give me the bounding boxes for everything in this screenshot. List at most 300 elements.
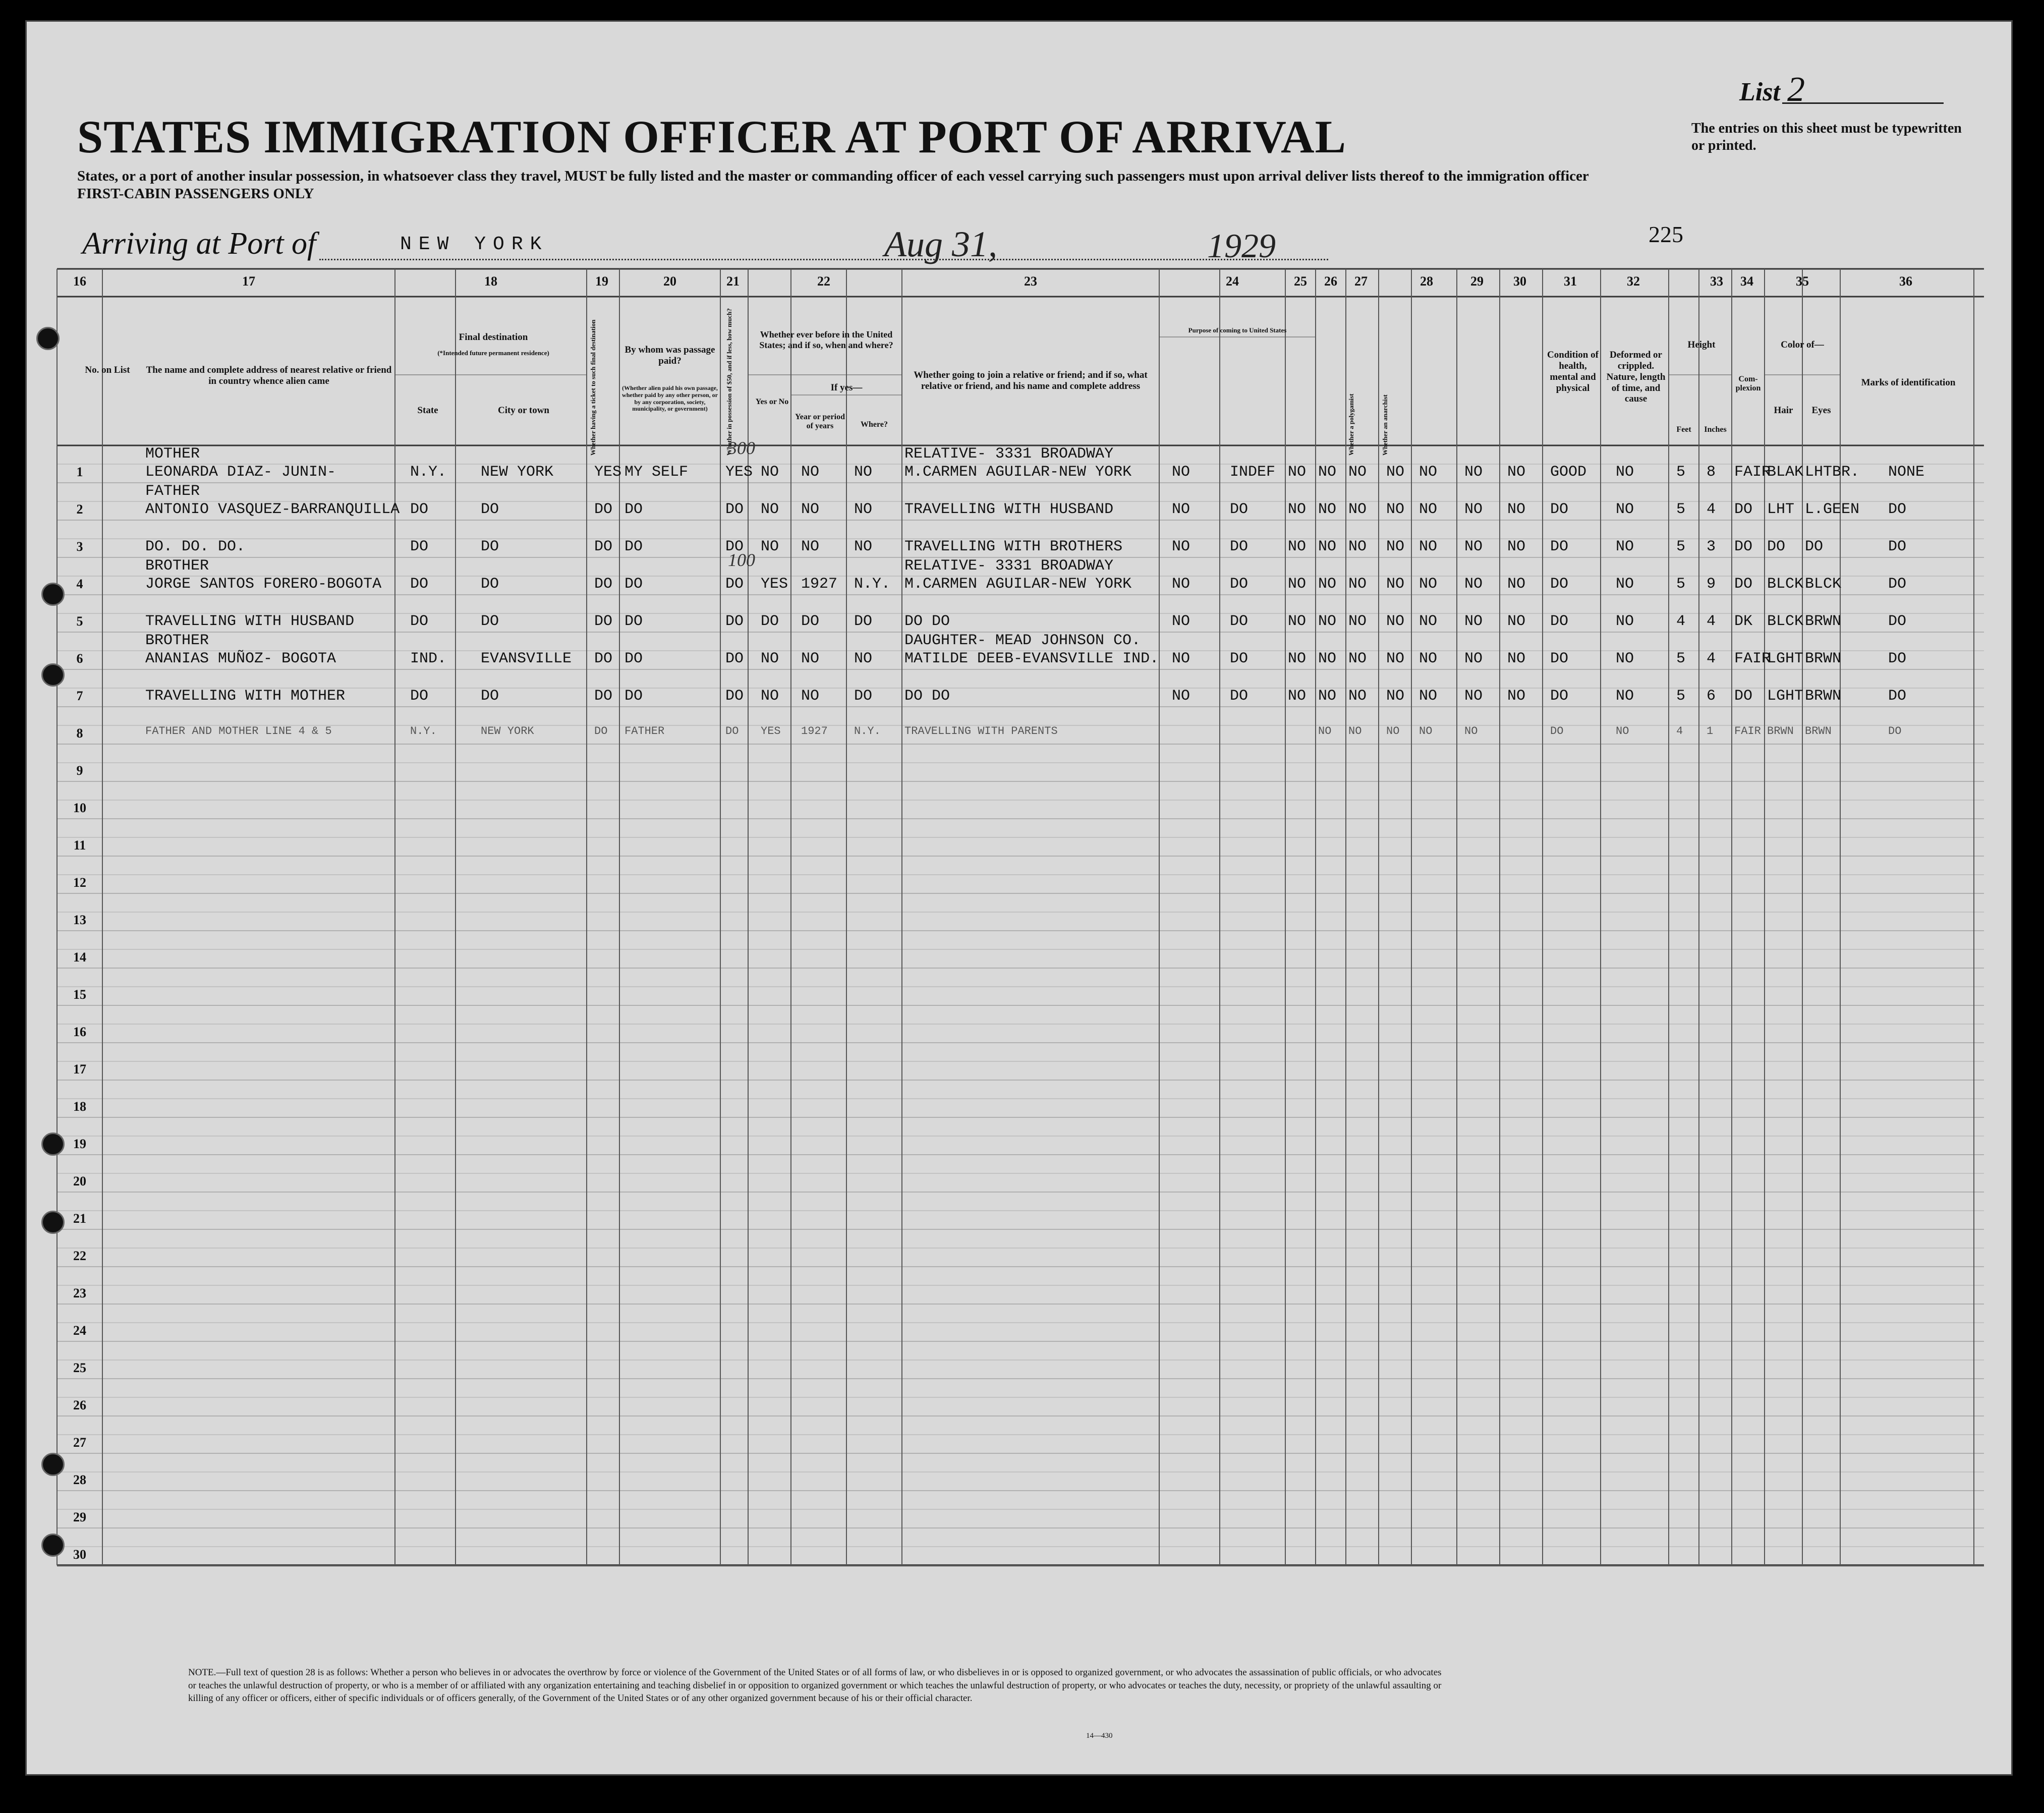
cell-deformed: NO bbox=[1616, 650, 1634, 667]
cell-p3: NO bbox=[1288, 650, 1307, 667]
header-condition: Condition of health, mental and physical bbox=[1547, 350, 1599, 393]
cell-before: NO bbox=[761, 538, 779, 555]
cell-health: DO bbox=[1550, 613, 1569, 630]
row-number: 20 bbox=[73, 1174, 86, 1188]
cell-c28: NO bbox=[1419, 501, 1438, 518]
cell-p3: NO bbox=[1288, 688, 1307, 705]
header-marks: Marks of identification bbox=[1861, 377, 1956, 388]
row-number: 17 bbox=[73, 1062, 86, 1077]
header-nearest-relative: The name and complete address of nearest relative or friend in country whence alien came bbox=[146, 365, 392, 386]
cell-c30: NO bbox=[1507, 576, 1526, 593]
cell-c27: NO bbox=[1386, 464, 1405, 481]
cell-complexion: DO bbox=[1734, 688, 1753, 705]
cell-hair: BRWN bbox=[1767, 725, 1794, 738]
cell-eyes: BLCK bbox=[1805, 576, 1842, 593]
cell-state: IND. bbox=[410, 650, 447, 667]
cell-health: GOOD bbox=[1550, 464, 1587, 481]
cell-complexion: DO bbox=[1734, 576, 1753, 593]
cell-where: NO bbox=[854, 501, 873, 518]
column-number: 34 bbox=[1740, 274, 1753, 289]
row-number: 28 bbox=[73, 1472, 86, 1487]
cell-before: NO bbox=[761, 650, 779, 667]
binder-hole bbox=[41, 1534, 65, 1557]
column-number: 25 bbox=[1294, 274, 1307, 289]
cell-p1: NO bbox=[1172, 576, 1190, 593]
cell-feet: 4 bbox=[1676, 725, 1683, 738]
cell-p1: NO bbox=[1172, 501, 1190, 518]
cell-p3: NO bbox=[1288, 501, 1307, 518]
joining-name: TRAVELLING WITH PARENTS bbox=[904, 725, 1058, 738]
column-number: 20 bbox=[663, 274, 676, 289]
cell-c29: NO bbox=[1464, 650, 1483, 667]
row-number: 7 bbox=[76, 689, 83, 703]
binder-hole bbox=[41, 1132, 65, 1156]
cell-p2: DO bbox=[1230, 501, 1248, 518]
row-number: 6 bbox=[76, 651, 83, 666]
column-number: 35 bbox=[1796, 274, 1809, 289]
cell-where: N.Y. bbox=[854, 576, 891, 593]
row-number: 4 bbox=[76, 577, 83, 591]
page-number: 225 bbox=[1649, 221, 1683, 247]
cell-c25: NO bbox=[1318, 576, 1337, 593]
cell-where: DO bbox=[854, 688, 873, 705]
column-number: 29 bbox=[1470, 274, 1484, 289]
cell-state: DO bbox=[410, 613, 429, 630]
row-number: 2 bbox=[76, 502, 83, 517]
joining-address: RELATIVE- 3331 BROADWAY bbox=[904, 557, 1114, 575]
cell-c29: NO bbox=[1464, 613, 1483, 630]
cell-before: DO bbox=[761, 613, 779, 630]
column-number: 31 bbox=[1564, 274, 1577, 289]
cell-deformed: NO bbox=[1616, 725, 1629, 738]
row-number: 29 bbox=[73, 1510, 86, 1524]
cell-hair: BLCK bbox=[1767, 576, 1804, 593]
cell-complexion: FAIR bbox=[1734, 464, 1771, 481]
header-inches: Inches bbox=[1704, 425, 1727, 434]
cell-marks: DO bbox=[1888, 650, 1907, 667]
entry-instruction: The entries on this sheet must be typewritten or printed. bbox=[1691, 121, 1962, 153]
cell-c28: NO bbox=[1419, 725, 1433, 738]
cell-city: DO bbox=[481, 613, 499, 630]
cell-inches: 1 bbox=[1707, 725, 1714, 738]
header-hair: Hair bbox=[1774, 405, 1793, 416]
cell-complexion: FAIR bbox=[1734, 725, 1761, 738]
binder-hole bbox=[41, 1453, 65, 1476]
cell-paid: MY SELF bbox=[624, 464, 689, 481]
cell-before: NO bbox=[761, 464, 779, 481]
binder-hole bbox=[41, 1211, 65, 1234]
cell-c26: NO bbox=[1348, 538, 1367, 555]
cell-health: DO bbox=[1550, 688, 1569, 705]
cell-year: 1927 bbox=[801, 725, 828, 738]
cell-paid: FATHER bbox=[624, 725, 665, 738]
cell-c27: NO bbox=[1386, 725, 1400, 738]
cell-deformed: NO bbox=[1616, 464, 1634, 481]
header-complexion: Com- plexion bbox=[1735, 375, 1761, 393]
cell-year: NO bbox=[801, 501, 820, 518]
column-number: 21 bbox=[726, 274, 740, 289]
cell-year: 1927 bbox=[801, 576, 838, 593]
cell-year: NO bbox=[801, 688, 820, 705]
cell-money: YES bbox=[725, 464, 753, 481]
cell-before: YES bbox=[761, 576, 788, 593]
cell-eyes: LHTBR. bbox=[1805, 464, 1860, 481]
cell-city: EVANSVILLE bbox=[481, 650, 572, 667]
column-number: 17 bbox=[242, 274, 255, 289]
cell-c29: NO bbox=[1464, 725, 1478, 738]
column-number: 28 bbox=[1420, 274, 1433, 289]
cell-money: DO bbox=[725, 613, 744, 630]
header-height: Height bbox=[1687, 339, 1716, 350]
cell-inches: 9 bbox=[1707, 576, 1716, 593]
cell-complexion: DO bbox=[1734, 538, 1753, 555]
column-number: 24 bbox=[1226, 274, 1239, 289]
cell-inches: 8 bbox=[1707, 464, 1716, 481]
cell-marks: DO bbox=[1888, 725, 1902, 738]
column-number: 26 bbox=[1324, 274, 1337, 289]
cell-state: N.Y. bbox=[410, 464, 447, 481]
header-state: State bbox=[417, 405, 438, 416]
cell-feet: 5 bbox=[1676, 538, 1686, 555]
relative-name: TRAVELLING WITH HUSBAND bbox=[145, 613, 355, 630]
cell-inches: 4 bbox=[1707, 613, 1716, 630]
cell-c26: NO bbox=[1348, 576, 1367, 593]
cell-c27: NO bbox=[1386, 688, 1405, 705]
cell-c25: NO bbox=[1318, 613, 1337, 630]
header-paid-by-note: (Whether alien paid his own passage, whether paid by any other person, or by any corporation, society, municipality, or government) bbox=[622, 384, 718, 413]
cell-p3: NO bbox=[1288, 613, 1307, 630]
cell-feet: 4 bbox=[1676, 613, 1686, 630]
cell-feet: 5 bbox=[1676, 501, 1686, 518]
cell-paid: DO bbox=[624, 688, 643, 705]
row-number: 16 bbox=[73, 1025, 86, 1039]
binder-hole bbox=[41, 663, 65, 687]
cell-ticket: DO bbox=[594, 650, 613, 667]
cell-marks: DO bbox=[1888, 613, 1907, 630]
cell-c25: NO bbox=[1318, 725, 1332, 738]
relative-name: ANTONIO VASQUEZ-BARRANQUILLA bbox=[145, 501, 400, 518]
row-number: 18 bbox=[73, 1099, 86, 1114]
cell-city: DO bbox=[481, 576, 499, 593]
cell-hair: LGHT bbox=[1767, 650, 1804, 667]
header-joining: Whether going to join a relative or friend; and if so, what relative or friend, and his name and complete address bbox=[914, 370, 1148, 391]
cell-c28: NO bbox=[1419, 613, 1438, 630]
row-number: 22 bbox=[73, 1249, 86, 1263]
cell-c30: NO bbox=[1507, 613, 1526, 630]
cell-p2: DO bbox=[1230, 688, 1248, 705]
cell-c25: NO bbox=[1318, 501, 1337, 518]
cell-p2: DO bbox=[1230, 650, 1248, 667]
cell-eyes: BRWN bbox=[1805, 650, 1842, 667]
header-final-destination: Final destination bbox=[459, 332, 528, 343]
cell-c30: NO bbox=[1507, 501, 1526, 518]
cell-where: NO bbox=[854, 464, 873, 481]
header-deformed: Deformed or crippled. Nature, length of time, and cause bbox=[1606, 350, 1666, 405]
cell-p1: NO bbox=[1172, 688, 1190, 705]
cell-complexion: DO bbox=[1734, 501, 1753, 518]
header-yes-no: Yes or No bbox=[755, 398, 789, 406]
cell-year: NO bbox=[801, 650, 820, 667]
row-number: 13 bbox=[73, 913, 86, 927]
binder-hole bbox=[41, 583, 65, 606]
cell-hair: BLAK bbox=[1767, 464, 1804, 481]
cell-year: DO bbox=[801, 613, 820, 630]
cell-c28: NO bbox=[1419, 650, 1438, 667]
cell-year: NO bbox=[801, 464, 820, 481]
cell-c30: NO bbox=[1507, 688, 1526, 705]
column-number: 16 bbox=[73, 274, 86, 289]
column-number: 32 bbox=[1627, 274, 1640, 289]
cell-where: DO bbox=[854, 613, 873, 630]
cell-where: N.Y. bbox=[854, 725, 881, 738]
cell-health: DO bbox=[1550, 725, 1564, 738]
header-polygamist: Whether a polygamist bbox=[1347, 393, 1355, 456]
cell-city: NEW YORK bbox=[481, 464, 554, 481]
header-final-destination-note: (*Intended future permanent residence) bbox=[437, 349, 549, 357]
arrival-year: 1929 bbox=[1207, 226, 1276, 265]
cell-p3: NO bbox=[1288, 576, 1307, 593]
cell-ticket: DO bbox=[594, 576, 613, 593]
relative-relationship: FATHER bbox=[145, 483, 200, 500]
relative-name: LEONARDA DIAZ- JUNIN- bbox=[145, 464, 336, 481]
cell-before: NO bbox=[761, 501, 779, 518]
cell-money: DO bbox=[725, 688, 744, 705]
cell-paid: DO bbox=[624, 538, 643, 555]
column-number: 22 bbox=[817, 274, 830, 289]
header-year-period: Year or period of years bbox=[795, 413, 845, 431]
row-number: 21 bbox=[73, 1211, 86, 1226]
cell-c28: NO bbox=[1419, 538, 1438, 555]
list-label: List bbox=[1739, 78, 1780, 106]
money-handwritten: 300 bbox=[728, 438, 755, 458]
row-number: 30 bbox=[73, 1547, 86, 1562]
relative-relationship: BROTHER bbox=[145, 557, 209, 575]
cell-city: DO bbox=[481, 501, 499, 518]
cell-deformed: NO bbox=[1616, 538, 1634, 555]
cell-eyes: BRWN bbox=[1805, 688, 1842, 705]
column-number: 23 bbox=[1024, 274, 1037, 289]
header-if-yes: If yes— bbox=[830, 382, 863, 393]
row-number: 5 bbox=[76, 614, 83, 629]
cell-inches: 4 bbox=[1707, 650, 1716, 667]
cell-c27: NO bbox=[1386, 613, 1405, 630]
cell-p3: NO bbox=[1288, 538, 1307, 555]
cell-c25: NO bbox=[1318, 650, 1337, 667]
row-number: 11 bbox=[73, 838, 86, 853]
header-eyes: Eyes bbox=[1811, 405, 1831, 416]
header-before-us: Whether ever before in the United States; and if so, when and where? bbox=[759, 329, 893, 350]
cell-paid: DO bbox=[624, 613, 643, 630]
row-number: 25 bbox=[73, 1361, 86, 1375]
cell-c29: NO bbox=[1464, 538, 1483, 555]
cell-before: YES bbox=[761, 725, 781, 738]
relative-name: DO. DO. DO. bbox=[145, 538, 246, 555]
row-number: 27 bbox=[73, 1435, 86, 1450]
cell-c26: NO bbox=[1348, 464, 1367, 481]
form-code: 14—430 bbox=[1086, 1732, 1113, 1740]
relative-name: ANANIAS MUÑOZ- BOGOTA bbox=[145, 650, 336, 667]
binder-hole bbox=[36, 327, 60, 350]
cell-ticket: DO bbox=[594, 688, 613, 705]
column-number: 30 bbox=[1513, 274, 1526, 289]
cell-city: NEW YORK bbox=[481, 725, 534, 738]
cell-inches: 4 bbox=[1707, 501, 1716, 518]
cell-c26: NO bbox=[1348, 650, 1367, 667]
relative-relationship: MOTHER bbox=[145, 445, 200, 463]
row-number: 12 bbox=[73, 875, 86, 890]
header-city: City or town bbox=[497, 405, 550, 416]
cell-c26: NO bbox=[1348, 725, 1362, 738]
cell-c28: NO bbox=[1419, 576, 1438, 593]
cell-ticket: YES bbox=[594, 464, 622, 481]
column-number: 36 bbox=[1899, 274, 1912, 289]
cell-feet: 5 bbox=[1676, 688, 1686, 705]
port-name: NEW YORK bbox=[400, 234, 549, 255]
cell-money: DO bbox=[725, 538, 744, 555]
header-money: Whether in possession of $50, and if less, how much? bbox=[725, 308, 733, 456]
cell-p1: NO bbox=[1172, 613, 1190, 630]
header-no-on-list: No. on List bbox=[85, 365, 130, 375]
cell-deformed: NO bbox=[1616, 501, 1634, 518]
row-number: 23 bbox=[73, 1286, 86, 1300]
cell-ticket: DO bbox=[594, 725, 608, 738]
cell-city: DO bbox=[481, 538, 499, 555]
arrival-date: Aug 31, bbox=[884, 224, 997, 264]
cell-c26: NO bbox=[1348, 688, 1367, 705]
header-color-of: Color of— bbox=[1781, 339, 1824, 350]
relative-name: JORGE SANTOS FORERO-BOGOTA bbox=[145, 576, 382, 593]
cell-hair: LGHT bbox=[1767, 688, 1804, 705]
cell-state: DO bbox=[410, 576, 429, 593]
cell-marks: DO bbox=[1888, 538, 1907, 555]
arriving-label: Arriving at Port of bbox=[82, 226, 316, 261]
list-number: 2 bbox=[1787, 70, 1805, 109]
cell-c25: NO bbox=[1318, 538, 1337, 555]
header-feet: Feet bbox=[1676, 425, 1691, 434]
cell-complexion: FAIR bbox=[1734, 650, 1771, 667]
header-paid-by: By whom was passage paid? bbox=[624, 345, 715, 366]
cell-ticket: DO bbox=[594, 613, 613, 630]
cell-c30: NO bbox=[1507, 464, 1526, 481]
cell-year: NO bbox=[801, 538, 820, 555]
cell-health: DO bbox=[1550, 538, 1569, 555]
cell-eyes: BRWN bbox=[1805, 725, 1832, 738]
joining-name: MATILDE DEEB-EVANSVILLE IND. bbox=[904, 650, 1159, 667]
cell-c27: NO bbox=[1386, 538, 1405, 555]
cell-c28: NO bbox=[1419, 688, 1438, 705]
joining-name: TRAVELLING WITH BROTHERS bbox=[904, 538, 1123, 555]
cell-c30: NO bbox=[1507, 538, 1526, 555]
cell-ticket: DO bbox=[594, 538, 613, 555]
relative-relationship: BROTHER bbox=[145, 632, 209, 649]
cell-money: DO bbox=[725, 650, 744, 667]
cell-hair: BLCK bbox=[1767, 613, 1804, 630]
header-ticket: Whether having a ticket to such final destination bbox=[589, 319, 597, 456]
cell-c26: NO bbox=[1348, 613, 1367, 630]
cell-deformed: NO bbox=[1616, 613, 1634, 630]
page-title: STATES IMMIGRATION OFFICER AT PORT OF ARRIVAL bbox=[77, 111, 1346, 162]
relative-name: TRAVELLING WITH MOTHER bbox=[145, 688, 346, 705]
joining-address: DAUGHTER- MEAD JOHNSON CO. bbox=[904, 632, 1141, 649]
relative-name: FATHER AND MOTHER LINE 4 & 5 bbox=[145, 725, 332, 738]
cell-c27: NO bbox=[1386, 576, 1405, 593]
cell-feet: 5 bbox=[1676, 576, 1686, 593]
cell-paid: DO bbox=[624, 650, 643, 667]
money-handwritten: 100 bbox=[728, 550, 755, 570]
cell-p2: DO bbox=[1230, 613, 1248, 630]
cell-c30: NO bbox=[1507, 650, 1526, 667]
row-number: 15 bbox=[73, 987, 86, 1002]
row-number: 26 bbox=[73, 1398, 86, 1412]
cell-c28: NO bbox=[1419, 464, 1438, 481]
cell-p1: NO bbox=[1172, 538, 1190, 555]
cell-deformed: NO bbox=[1616, 576, 1634, 593]
cell-money: DO bbox=[725, 576, 744, 593]
joining-name: DO DO bbox=[904, 613, 950, 630]
cell-state: N.Y. bbox=[410, 725, 437, 738]
cell-p3: NO bbox=[1288, 464, 1307, 481]
row-number: 1 bbox=[76, 465, 83, 479]
cell-state: DO bbox=[410, 688, 429, 705]
cell-money: DO bbox=[725, 501, 744, 518]
cell-c29: NO bbox=[1464, 501, 1483, 518]
row-number: 10 bbox=[73, 801, 86, 815]
cell-where: NO bbox=[854, 650, 873, 667]
joining-name: M.CARMEN AGUILAR-NEW YORK bbox=[904, 464, 1132, 481]
joining-name: M.CARMEN AGUILAR-NEW YORK bbox=[904, 576, 1132, 593]
header-where: Where? bbox=[861, 420, 888, 429]
cell-c29: NO bbox=[1464, 464, 1483, 481]
cell-paid: DO bbox=[624, 576, 643, 593]
row-number: 19 bbox=[73, 1137, 86, 1151]
row-number: 8 bbox=[76, 726, 83, 741]
row-number: 9 bbox=[76, 763, 83, 778]
cell-p2: INDEF bbox=[1230, 464, 1276, 481]
cell-eyes: BRWN bbox=[1805, 613, 1842, 630]
cell-hair: DO bbox=[1767, 538, 1786, 555]
row-number: 24 bbox=[73, 1323, 86, 1338]
cell-c25: NO bbox=[1318, 688, 1337, 705]
cell-inches: 3 bbox=[1707, 538, 1716, 555]
row-number: 3 bbox=[76, 539, 83, 554]
cell-p2: DO bbox=[1230, 576, 1248, 593]
column-number: 19 bbox=[595, 274, 608, 289]
cell-money: DO bbox=[725, 725, 739, 738]
cell-marks: DO bbox=[1888, 688, 1907, 705]
row-number: 14 bbox=[73, 950, 86, 965]
cell-health: DO bbox=[1550, 576, 1569, 593]
cell-where: NO bbox=[854, 538, 873, 555]
cell-c29: NO bbox=[1464, 576, 1483, 593]
cell-deformed: NO bbox=[1616, 688, 1634, 705]
cell-c27: NO bbox=[1386, 650, 1405, 667]
cell-feet: 5 bbox=[1676, 650, 1686, 667]
column-number: 33 bbox=[1710, 274, 1723, 289]
subtitle-instructions: States, or a port of another insular possession, in whatsoever class they travel, MUST be fully listed and the master or commanding officer of each vessel carrying such passengers must upon arrival deliver lists thereof to the immigration officer bbox=[77, 168, 1589, 184]
cell-p1: NO bbox=[1172, 650, 1190, 667]
cell-marks: NONE bbox=[1888, 464, 1925, 481]
cell-paid: DO bbox=[624, 501, 643, 518]
cell-health: DO bbox=[1550, 650, 1569, 667]
cell-ticket: DO bbox=[594, 501, 613, 518]
cell-eyes: L.GEEN bbox=[1805, 501, 1860, 518]
cell-c26: NO bbox=[1348, 501, 1367, 518]
cell-p1: NO bbox=[1172, 464, 1190, 481]
cell-state: DO bbox=[410, 538, 429, 555]
column-number: 18 bbox=[484, 274, 497, 289]
cell-p2: DO bbox=[1230, 538, 1248, 555]
cell-c29: NO bbox=[1464, 688, 1483, 705]
